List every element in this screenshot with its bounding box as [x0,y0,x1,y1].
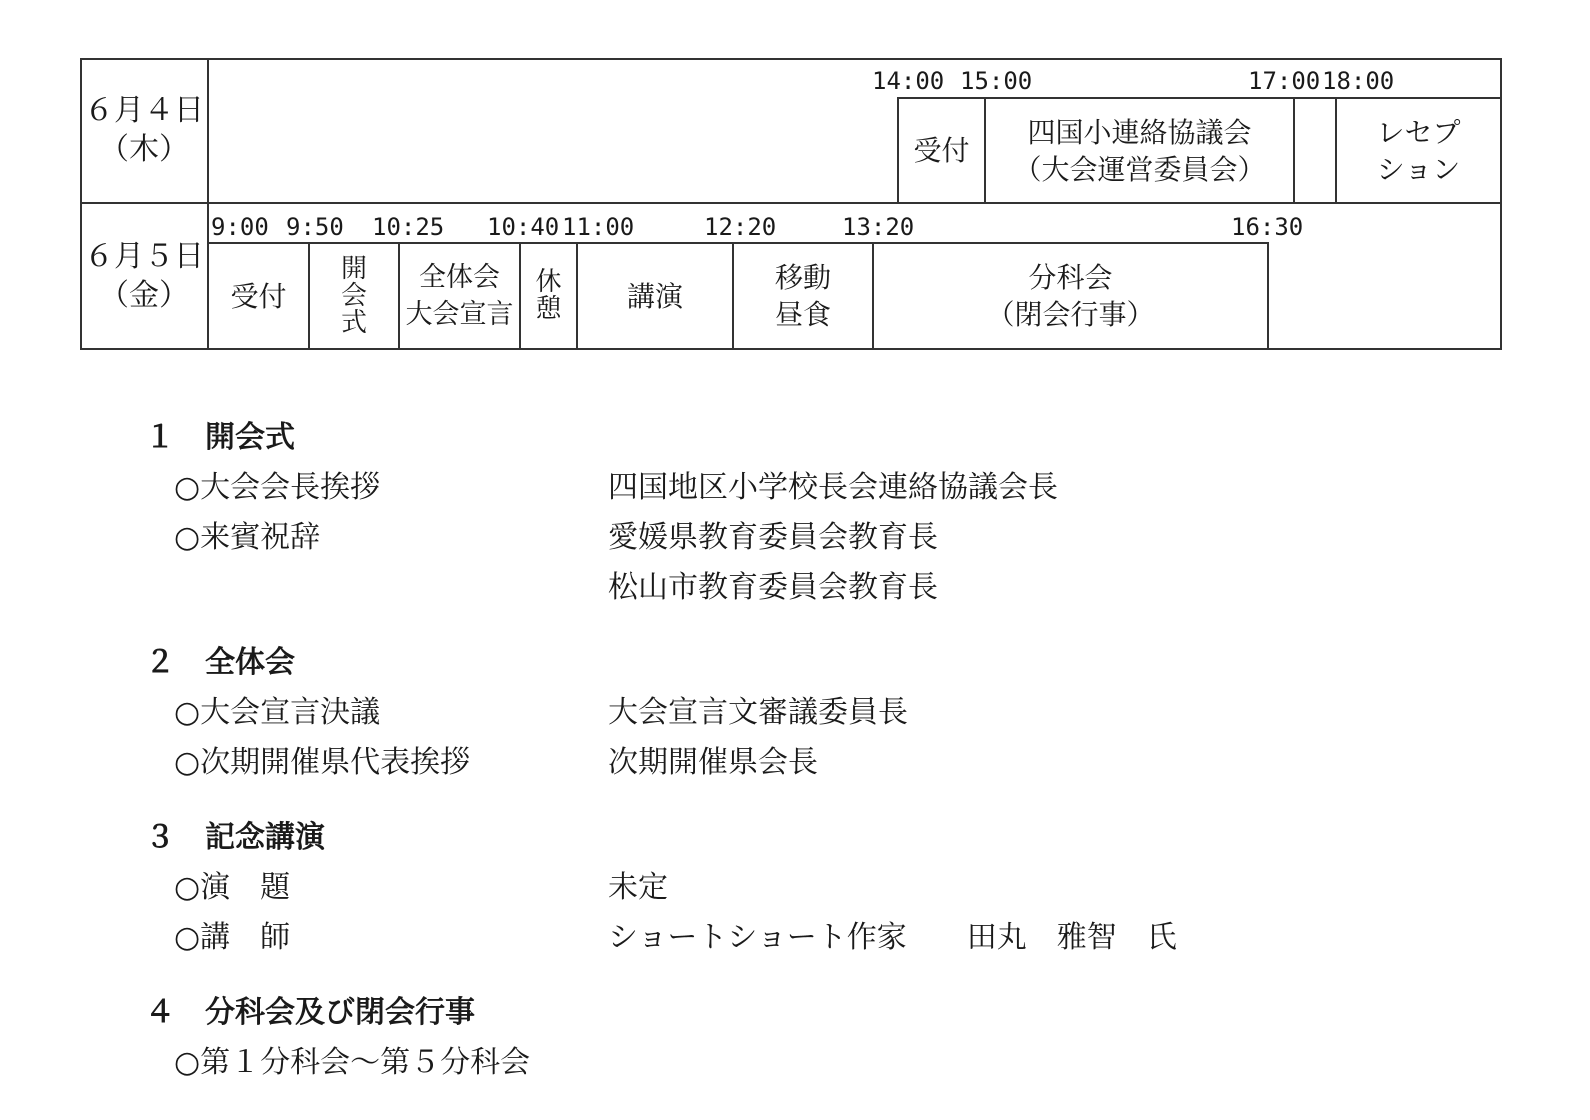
section-heading [145,637,295,681]
item-value: ショートショート作家 田丸 雅智 氏 [608,920,1177,955]
day1-time: 18:00 [1322,67,1395,95]
section-number: ４ [145,995,175,1030]
day2-cell-subcommittee: 分科会 （閉会行事） [986,261,1155,331]
section-title: 記念講演 [205,820,325,855]
day2-cell-opening-ceremony-text: 開会式 [340,253,367,338]
item-value: 松山市教育委員会教育長 [608,570,938,605]
day1-divider [1293,97,1295,203]
section-number: ２ [145,645,175,680]
item-label: ○来賓祝辞 [174,520,321,555]
day2-date [80,237,208,315]
day2-cell-break-text: 休憩 [535,267,562,324]
day2-time: 11:00 [562,213,635,241]
day1-cell-reception: 受付 [913,134,970,167]
section-heading [145,812,325,856]
day2-cell-reception: 受付 [230,279,287,313]
day2-time: 16:30 [1231,213,1304,241]
section-heading [145,412,295,456]
day2-time: 10:25 [372,213,445,241]
day2-date-label: ６月５日 [84,239,204,274]
item-value: 四国地区小学校長会連絡協議会長 [608,470,1058,505]
day1-cell-reception-party: レセプ ション [1376,115,1461,186]
item-label: ○演 題 [174,870,291,905]
item-value: 愛媛県教育委員会教育長 [608,520,938,555]
day2-cell-lunch: 移動 昼食 [774,261,831,331]
item-label: ○大会会長挨拶 [174,470,381,505]
section-number: ３ [145,820,175,855]
day1-date [80,91,208,169]
item-label: ○次期開催県代表挨拶 [174,745,471,780]
day2-cell-general-assembly: 全体会 大会宣言 [405,262,514,330]
day2-cell-lecture: 講演 [626,279,683,313]
item-value: 未定 [608,870,668,905]
item-value: 大会宣言文審議委員長 [608,695,908,730]
day2-divider [1267,242,1269,350]
day2-time: 13:20 [842,213,915,241]
day1-time: 15:00 [960,67,1033,95]
day1-time: 17:00 [1248,67,1321,95]
day2-weekday: （金） [99,278,189,313]
section-number: １ [145,420,175,455]
section-title: 全体会 [205,645,295,680]
day2-time: 12:20 [704,213,777,241]
section-title: 分科会及び閉会行事 [205,995,475,1030]
section-heading [145,987,475,1031]
day2-time: 10:40 [487,213,560,241]
item-value: 次期開催県会長 [608,745,818,780]
item-label: ○講 師 [174,920,291,955]
item-label: ○第１分科会～第５分科会 [174,1045,531,1080]
day1-weekday: （木） [99,132,189,167]
day1-time: 14:00 [872,67,945,95]
row-divider [80,202,1502,204]
section-title: 開会式 [205,420,295,455]
item-label: ○大会宣言決議 [174,695,381,730]
day1-date-label: ６月４日 [84,93,204,128]
day2-cell-break [521,244,576,348]
day2-cell-opening-ceremony [310,244,398,348]
day2-time: 9:50 [286,213,344,241]
day2-time: 9:00 [211,213,269,241]
day1-cell-council: 四国小連絡協議会 （大会運営委員会） [1013,115,1266,186]
